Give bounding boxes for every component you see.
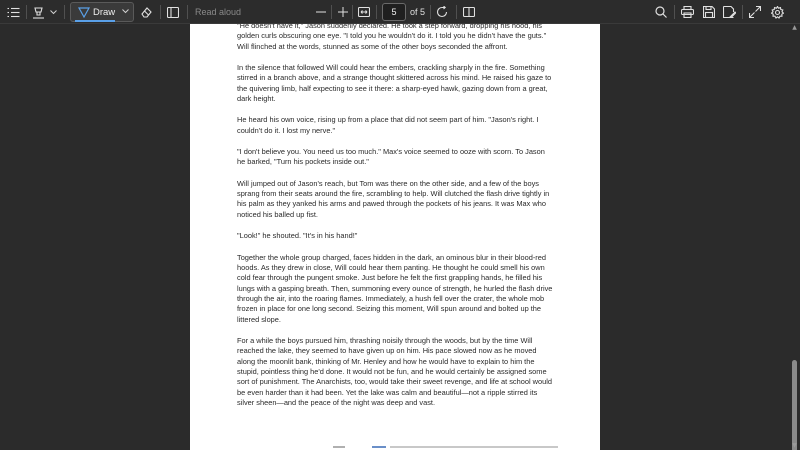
- page-number-input[interactable]: [382, 3, 406, 21]
- rotate-icon[interactable]: [434, 3, 450, 21]
- toolbar-divider: [26, 5, 27, 19]
- page-footer-mark: [372, 446, 386, 448]
- save-icon[interactable]: [701, 3, 717, 21]
- highlight-options-button[interactable]: [48, 3, 58, 21]
- save-as-icon[interactable]: [721, 3, 737, 21]
- scroll-thumb[interactable]: [792, 360, 797, 450]
- settings-icon[interactable]: [769, 3, 785, 21]
- toolbar-divider: [456, 5, 457, 19]
- scroll-up-arrow[interactable]: ▲: [792, 24, 797, 31]
- read-aloud-button[interactable]: Read aloud: [195, 7, 242, 17]
- toolbar-divider: [376, 5, 377, 19]
- zoom-in-icon[interactable]: [336, 3, 350, 21]
- page-footer-mark: [390, 446, 558, 448]
- paragraph: Will jumped out of Jason's reach, but Tom was there on the other side, and a few of the boys sprang from their seats around the fire, scrambling to help. Will clutched the flash drive tightly in his palm as they yanked his arms and pawed through the pockets of his jeans. It was Max who noticed his balled up fist.: [237, 178, 550, 219]
- toolbar-divider: [352, 5, 353, 19]
- draw-icon: [78, 7, 90, 18]
- draw-label: Draw: [93, 6, 116, 18]
- draw-button[interactable]: [70, 2, 134, 22]
- search-icon[interactable]: [653, 3, 669, 21]
- scroll-down-arrow[interactable]: ▼: [792, 442, 797, 449]
- eraser-icon[interactable]: [138, 3, 154, 21]
- toolbar-divider: [674, 5, 675, 19]
- paragraph: "I don't believe you. You need us too much." Max's voice seemed to ooze with scorn. To Jason he barked, "Turn his pockets inside out.": [237, 147, 545, 167]
- paragraph: For a while the boys pursued him, thrashing noisily through the woods, but by the time Will reached the lake, they seemed to have given up on him. His pace slowed now as he moved along the moonlit bank, thinking of Mr. Henley and how he would have to explain to him the stupid, pointless thing he'd done. It would not be fun, and he would certainly be assigned some sort of punishment. The Anarchists, too, would take their sweet revenge, and life at school would be even harder than it had been. Yet the lake was calm and beautiful—not a ripple stirred its silver sheen—and the peace of the night was deep and vast.: [237, 335, 552, 407]
- text-box-icon[interactable]: [165, 3, 181, 21]
- toolbar-divider: [187, 5, 188, 19]
- toolbar-divider: [742, 5, 743, 19]
- paragraph: "Look!" he shouted. "It's in his hand!": [237, 231, 358, 241]
- paragraph: In the silence that followed Will could hear the embers, crackling sharply in the fire. Something stirred in a branch above, and a strange thought skittered across his mind. He raised his gaze to the quivering limb, half expecting to see it there: a sharp-eyed hawk, gazing down from a great, dark height.: [237, 63, 552, 104]
- fit-page-icon[interactable]: [356, 3, 372, 21]
- active-tool-indicator: [75, 20, 115, 22]
- page-view-icon[interactable]: [461, 3, 477, 21]
- toolbar-divider: [430, 5, 431, 19]
- paragraph: "He doesn't have it," Jason suddenly declared. He took a step forward, dropping his hood, his golden curls obscuring one eye. "I told you he wouldn't do it. I told you he didn't have the guts." Will flinched at the words, stunned as some of the other boys seconded the affront.: [237, 24, 547, 51]
- vertical-scrollbar[interactable]: [789, 24, 800, 450]
- highlight-icon[interactable]: [30, 3, 46, 21]
- pdf-toolbar: [0, 0, 800, 24]
- page-text: [237, 24, 555, 419]
- toolbar-divider: [160, 5, 161, 19]
- zoom-out-icon[interactable]: [314, 3, 328, 21]
- toolbar-divider: [331, 5, 332, 19]
- toolbar-divider: [64, 5, 65, 19]
- page-total: of 5: [410, 7, 426, 17]
- fullscreen-icon[interactable]: [747, 3, 763, 21]
- paragraph: He heard his own voice, rising up from a place that did not seem part of him. "Jason's right. I couldn't do it. I lost my nerve.": [237, 115, 539, 135]
- document-page: [190, 24, 600, 450]
- chevron-down-icon[interactable]: [122, 9, 129, 14]
- contents-icon[interactable]: [4, 3, 22, 21]
- page-footer-mark: [333, 446, 345, 448]
- paragraph: Together the whole group charged, faces hidden in the dark, an ominous blur in their blood-red hoods. As they drew in close, Will could hear them panting. He thought he could smell his own cold fear through the pungent smoke. Just before he felt the first grappling hands, he filled his lungs with a gasping breath. Then, summoning every ounce of strength, he hurled the flash drive through the air, into the roaring flames. Immediately, a hush fell over the crater, the whole mob frozen in place for one long second. Seizing this moment, Will spun around and bolted up the littered slope.: [237, 252, 553, 324]
- print-icon[interactable]: [679, 3, 695, 21]
